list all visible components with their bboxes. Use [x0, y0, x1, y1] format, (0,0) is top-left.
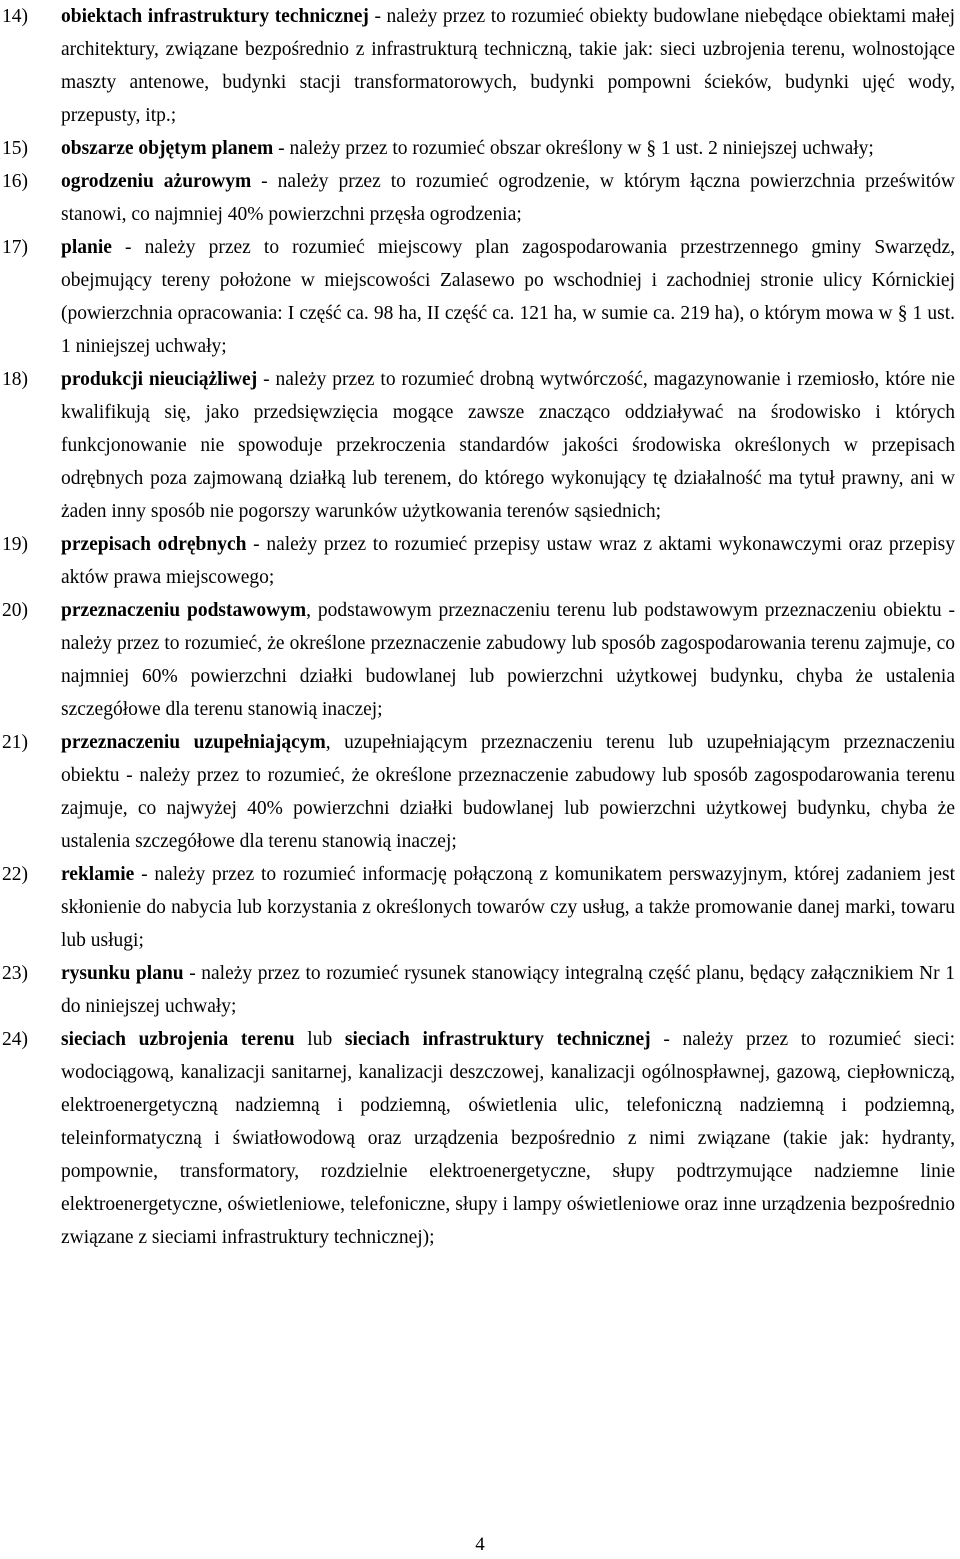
definition-body: - należy przez to rozumieć przepisy ustaw wraz z aktami wykonawczymi oraz przepisy aktów prawa miejscowego; — [61, 534, 955, 588]
definition-body: - należy przez to rozumieć drobną wytwórczość, magazynowanie i rzemiosło, które nie kwalifikują się, jako przedsięwzięcia mogące zawsze znacząco oddziaływać na środowisko i których funkcjonowanie nie spowoduje przekroczenia standardów jakości środowiska określonych w przepisach odrębnych poza zajmowaną działką lub terenem, do którego wykonujący tę działalność ma tytuł prawny, ani w żaden inny sposób nie pogorszy warunków użytkowania terenów sąsiednich; — [61, 369, 955, 522]
definition-item — [0, 957, 960, 1023]
definition-number: 19) — [2, 534, 28, 555]
definition-item — [0, 726, 960, 858]
definition-item — [0, 165, 960, 231]
definition-text — [61, 165, 955, 231]
definition-number: 16) — [2, 171, 28, 192]
defined-term: produkcji nieuciążliwej — [61, 369, 258, 390]
definition-item — [0, 363, 960, 528]
defined-term: przepisach odrębnych — [61, 534, 247, 555]
definition-body: - należy przez to rozumieć obszar określony w § 1 ust. 2 niniejszej uchwały; — [273, 138, 874, 159]
definition-number: 18) — [2, 369, 28, 390]
defined-term: przeznaczeniu podstawowym — [61, 600, 307, 621]
definition-number: 21) — [2, 732, 28, 753]
defined-term: obiektach infrastruktury technicznej — [61, 6, 369, 27]
defined-term: reklamie — [61, 864, 135, 885]
definition-body: , podstawowym przeznaczeniu terenu lub podstawowym przeznaczeniu obiektu - należy przez to rozumieć, że określone przeznaczenie zabudowy lub sposób zagospodarowania terenu zajmuje, co najmniej 60% powierzchni działki budowlanej lub powierzchni użytkowej budynku, chyba że ustalenia szczegółowe dla terenu stanowią inaczej; — [61, 600, 955, 720]
defined-term: sieciach infrastruktury technicznej — [344, 1029, 651, 1050]
definition-text — [61, 363, 955, 528]
definition-item — [0, 0, 960, 132]
definition-number: 14) — [2, 6, 28, 27]
definition-item — [0, 528, 960, 594]
defined-term: planie — [61, 237, 112, 258]
page-number: 4 — [475, 1534, 485, 1555]
defined-term: sieciach uzbrojenia terenu — [61, 1029, 295, 1050]
definition-item — [0, 594, 960, 726]
definition-text — [61, 528, 955, 594]
definition-body: - należy przez to rozumieć informację połączoną z komunikatem perswazyjnym, której zadaniem jest skłonienie do nabycia lub korzystania z określonych towarów czy usług, a także promowanie danej marki, towaru lub usługi; — [61, 864, 955, 951]
definition-text — [61, 594, 955, 726]
defined-term: obszarze objętym planem — [61, 138, 274, 159]
definition-item — [0, 858, 960, 957]
definition-text — [61, 858, 955, 957]
definition-body: - należy przez to rozumieć obiekty budowlane niebędące obiektami małej architektury, związane bezpośrednio z infrastrukturą techniczną, takie jak: sieci uzbrojenia terenu, wolnostojące maszty antenowe, budynki stacji transformatorowych, budynki pompowni ścieków, budynki ujęć wody, przepusty, itp.; — [61, 6, 955, 126]
definition-body: - należy przez to rozumieć sieci: wodociągową, kanalizacji sanitarnej, kanalizacji deszczowej, kanalizacji ogólnospławnej, gazową, ciepłowniczą, elektroenergetyczną nadziemną i podziemną, oświetlenia ulic, telefoniczną nadziemną i podziemną, teleinformatyczną i światłowodową oraz urządzenia bezpośrednio z nimi związane (takie jak: hydranty, pompownie, transformatory, rozdzielnie elektroenergetyczne, słupy podtrzymujące nadziemne linie elektroenergetyczne, oświetleniowe, telefoniczne, słupy i lampy oświetleniowe oraz inne urządzenia bezpośrednio związane z sieciami infrastruktury technicznej); — [61, 1029, 956, 1248]
definition-item — [0, 1023, 960, 1254]
definition-item — [0, 231, 960, 363]
definition-body: - należy przez to rozumieć miejscowy plan zagospodarowania przestrzennego gminy Swarzędz, obejmujący tereny położone w miejscowości Zalasewo po wschodniej i zachodniej stronie ulicy Kórnickiej (powierzchnia opracowania: I część ca. 98 ha, II część ca. 121 ha, w sumie ca. 219 ha), o którym mowa w § 1 ust. 1 niniejszej uchwały; — [61, 237, 955, 357]
definition-text — [61, 957, 955, 1023]
definition-body: lub — [294, 1029, 345, 1050]
definition-number: 20) — [2, 600, 28, 621]
definition-item — [0, 132, 960, 165]
definition-text — [61, 0, 955, 132]
definition-number: 17) — [2, 237, 28, 258]
definition-body: - należy przez to rozumieć rysunek stanowiący integralną część planu, będący załącznikiem Nr 1 do niniejszej uchwały; — [61, 963, 955, 1017]
definition-text — [61, 1023, 955, 1254]
definition-number: 22) — [2, 864, 28, 885]
defined-term: ogrodzeniu ażurowym — [61, 171, 252, 192]
definition-body: , uzupełniającym przeznaczeniu terenu lub uzupełniającym przeznaczeniu obiektu - należy przez to rozumieć, że określone przeznaczenie zabudowy lub sposób zagospodarowania terenu zajmuje, co najwyżej 40% powierzchni działki budowlanej lub powierzchni użytkowej budynku, chyba że ustalenia szczegółowe dla terenu stanowią inaczej; — [61, 732, 955, 852]
definition-text — [61, 726, 955, 858]
definition-number: 23) — [2, 963, 28, 984]
defined-term: rysunku planu — [61, 963, 184, 984]
definition-number: 24) — [2, 1029, 28, 1050]
definition-body: - należy przez to rozumieć ogrodzenie, w którym łączna powierzchnia prześwitów stanowi, co najmniej 40% powierzchni przęsła ogrodzenia; — [61, 171, 955, 225]
definition-text — [61, 231, 955, 363]
defined-term: przeznaczeniu uzupełniającym — [61, 732, 326, 753]
definition-text — [61, 132, 955, 165]
definition-number: 15) — [2, 138, 28, 159]
